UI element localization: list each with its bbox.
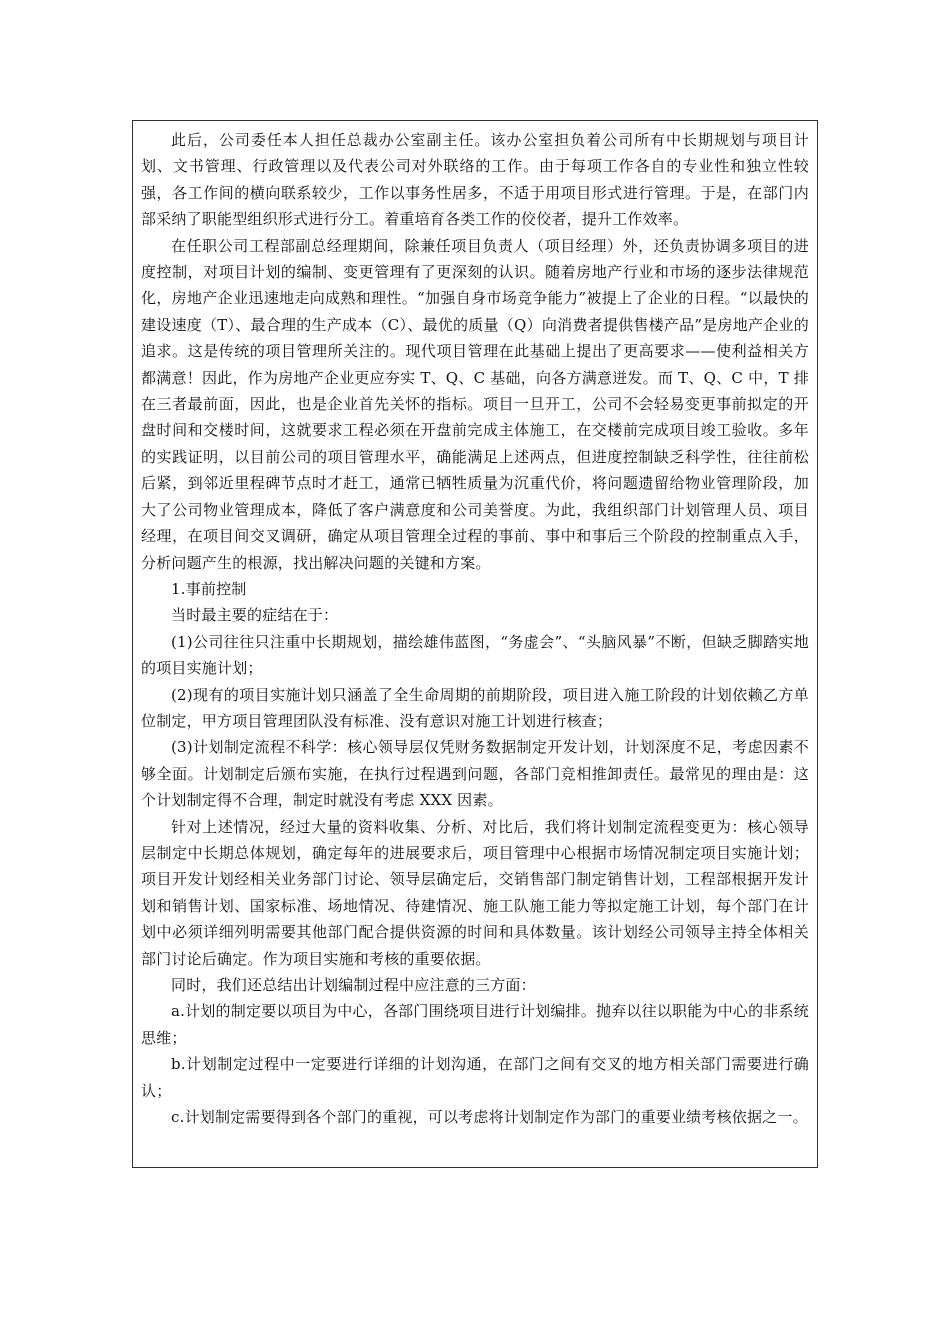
- issue-item-2: (2)现有的项目实施计划只涵盖了全生命周期的前期阶段，项目进入施工阶段的计划依赖乙方单位制定，甲方项目管理团队没有标准、没有意识对施工计划进行核查；: [141, 685, 809, 730]
- paragraph-process-change: 针对上述情况，经过大量的资料收集、分析、对比后，我们将计划制定流程变更为：核心领导层制定中长期总体规划，确定每年的进展要求后，项目管理中心根据市场情况制定项目实施计划；项目开发计划经相关业务部门讨论、领导层确定后，交销售部门制定销售计划，工程部根据开发计划和销售计划、国家标准、场地情况、待建情况、施工队施工能力等拟定施工计划，每个部门在计划中必须详细列明需要其他部门配合提供资源的时间和具体数量。该计划经公司领导主持全体相关部门讨论后确定。作为项目实施和考核的重要依据。: [141, 817, 809, 968]
- aspect-item-c: c.计划制定需要得到各个部门的重视，可以考虑将计划制定作为部门的重要业绩考核依据之一。: [171, 1108, 808, 1127]
- document-frame: [132, 120, 818, 1168]
- paragraph-three-aspects-intro: 同时，我们还总结出计划编制过程中应注意的三方面：: [171, 976, 536, 994]
- issue-item-3: (3)计划制定流程不科学：核心领导层仅凭财务数据制定开发计划，计划深度不足，考虑因素不够全面。计划制定后颁布实施，在执行过程遇到问题，各部门竞相推卸责任。最常见的理由是：这个计划制定得不合理，制定时就没有考虑 XXX 因素。: [141, 738, 809, 810]
- paragraph-main-issues-intro: 当时最主要的症结在于：: [171, 606, 339, 625]
- issue-item-1: (1)公司往往只注重中长期规划，描绘雄伟蓝图，“务虚会”、“头脑风暴”不断，但缺乏脚踏实地的项目实施计划；: [141, 632, 809, 678]
- paragraph-engineering-role: 在任职公司工程部副总经理期间，除兼任项目负责人（项目经理）外，还负责协调多项目的进度控制，对项目计划的编制、变更管理有了更深刻的认识。随着房地产行业和市场的逐步法律规范化，房地产企业迅速地走向成熟和理性。“加强自身市场竞争能力”被提上了企业的日程。“以最快的建设速度（T）、最合理的生产成本（C）、最优的质量（Q）向消费者提供售楼产品”是房地产企业的追求。这是传统的项目管理所关注的。现代项目管理在此基础上提出了更高要求——使利益相关方都满意！因此，作为房地产企业更应夯实 T、Q、C 基础，向各方满意迸发。而 T、Q、C 中，T 排在三者最前面，因此，也是企业首先关怀的指标。项目一旦开工，公司不会轻易变更事前拟定的开盘时间和交楼时间，这就要求工程必须在开盘前完成主体施工，在交楼前完成项目竣工验收。多年的实践证明，以目前公司的项目管理水平，确能满足上述两点，但进度控制缺乏科学性，往往前松后紧，到邻近里程碑节点时才赶工，通常已牺牲质量为沉重代价，将问题遗留给物业管理阶段，加大了公司物业管理成本，降低了客户满意度和公司美誉度。为此，我组织部门计划管理人员、项目经理，在项目间交叉调研，确定从项目管理全过程的事前、事中和事后三个阶段的控制重点入手，分析问题产生的根源，找出解决问题的关键和方案。: [141, 236, 809, 572]
- paragraph-office-role: 此后，公司委任本人担任总裁办公室副主任。该办公室担负着公司所有中长期规划与项目计划、文书管理、行政管理以及代表公司对外联络的工作。由于每项工作各自的专业性和独立性较强，各工作间的横向联系较少，工作以事务性居多，不适于用项目形式进行管理。于是，在部门内部采纳了职能型组织形式进行分工。着重培育各类工作的佼佼者，提升工作效率。: [141, 131, 809, 229]
- aspect-item-a: a.计划的制定要以项目为中心，各部门围绕项目进行计划编排。抛弃以往以职能为中心的非系统思维；: [141, 1002, 809, 1047]
- aspect-item-b: b.计划制定过程中一定要进行详细的计划沟通，在部门之间有交叉的地方相关部门需要进行确认；: [141, 1055, 809, 1100]
- section-heading-pre-control: 1.事前控制: [171, 579, 247, 598]
